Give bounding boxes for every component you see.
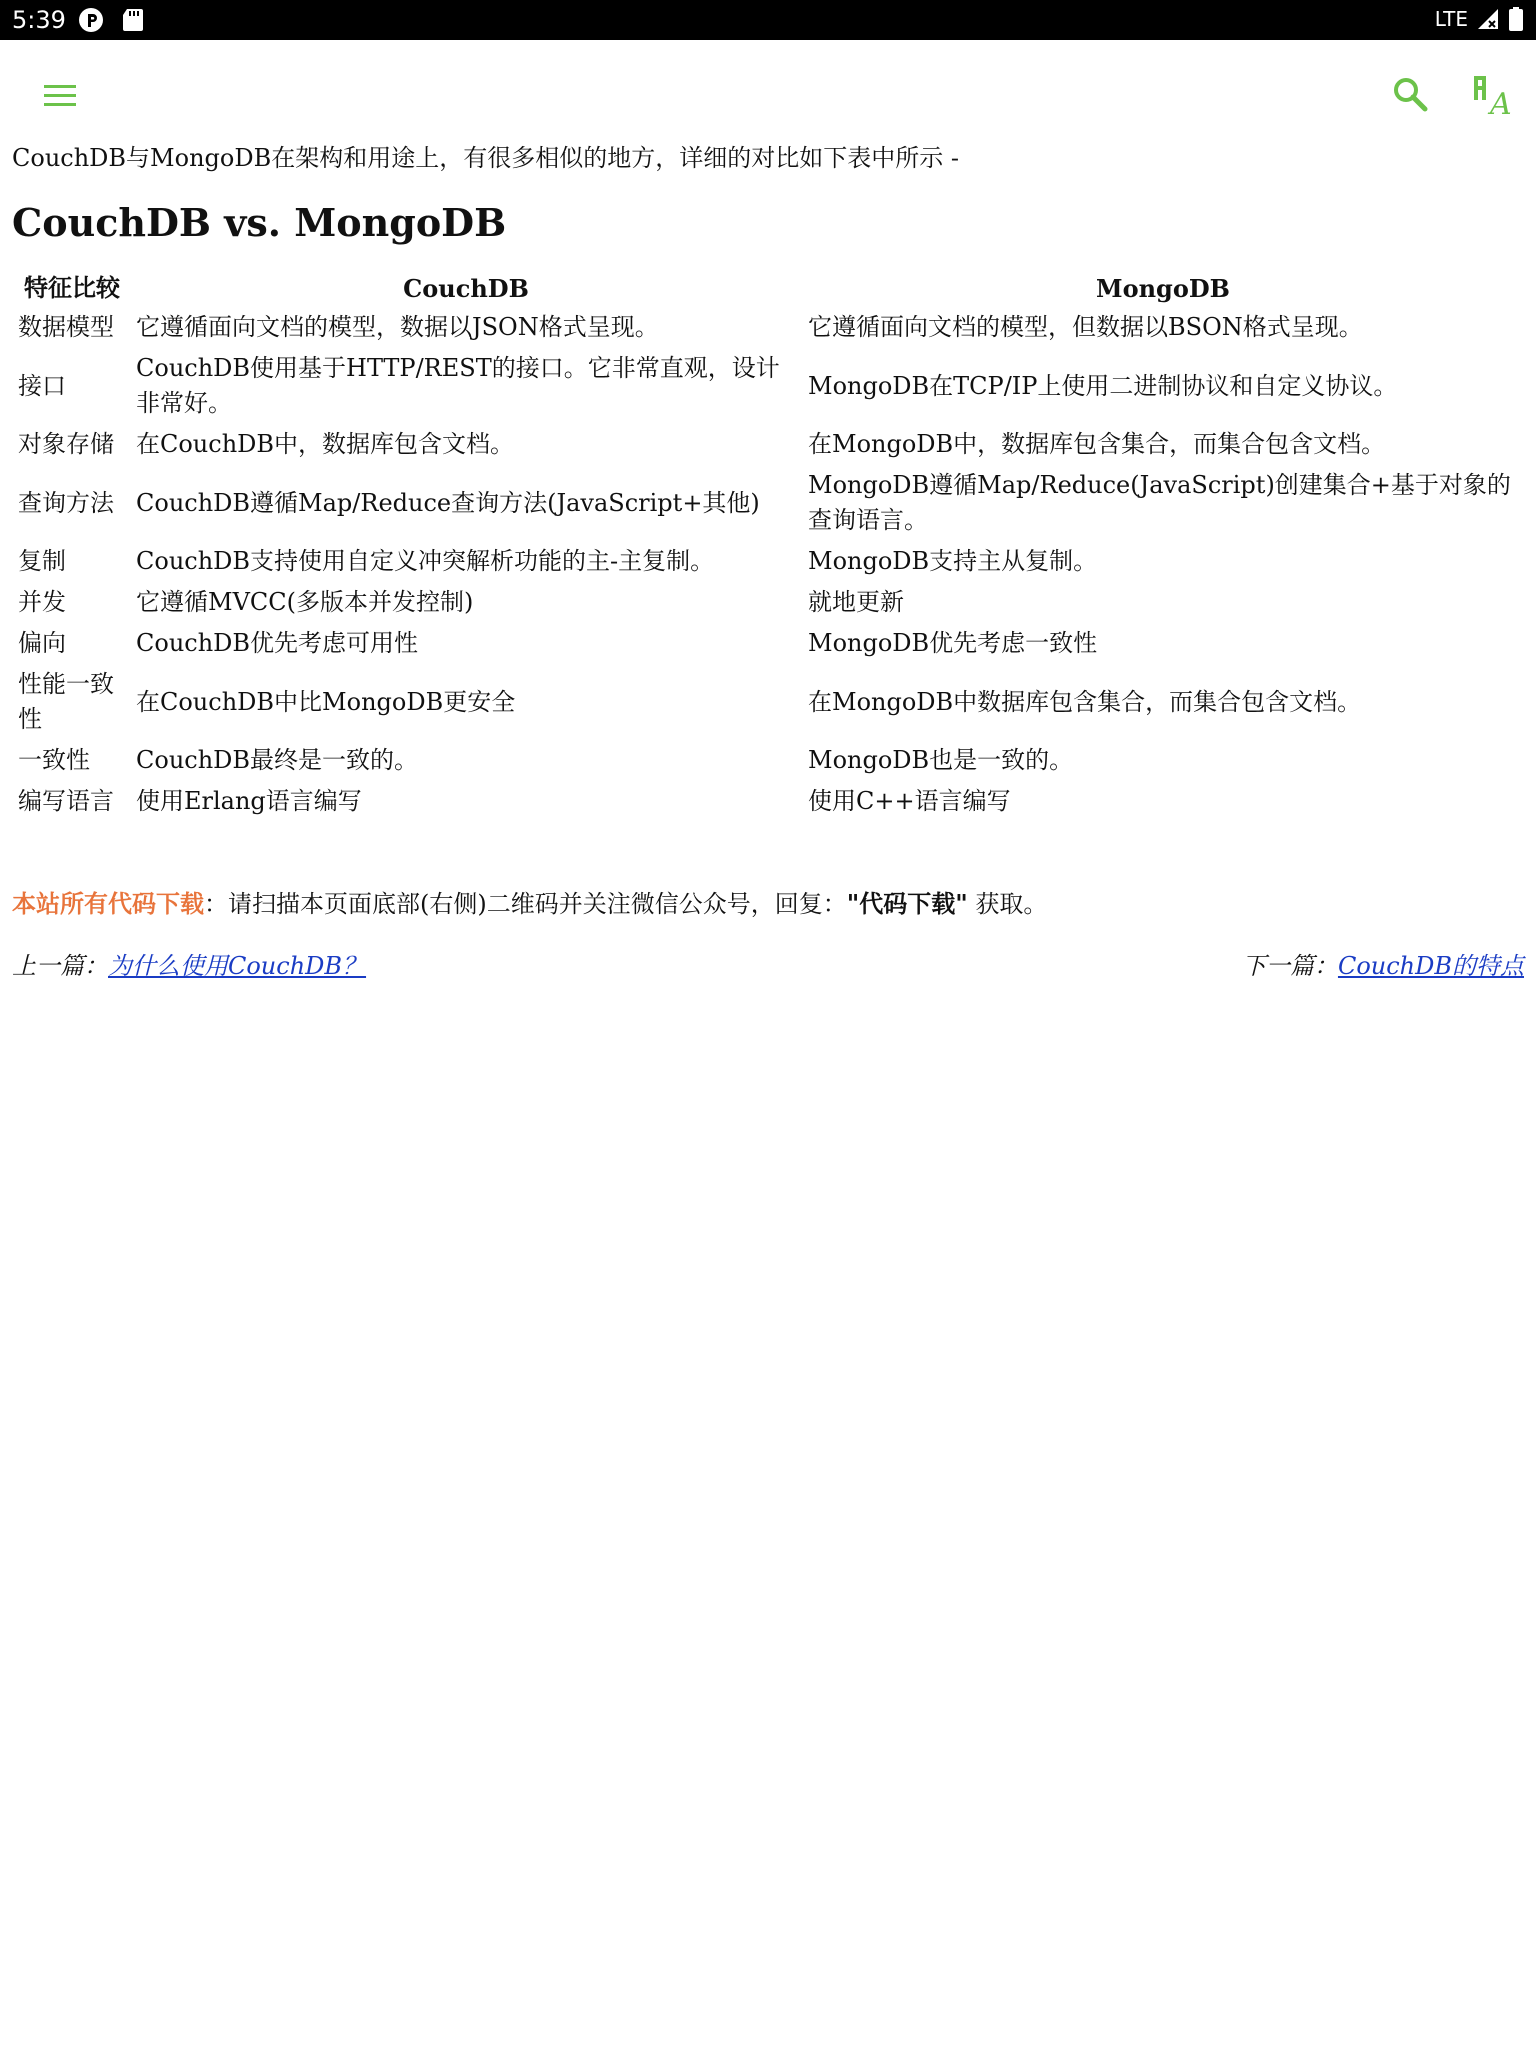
status-time: 5:39 [12,6,66,34]
next-article [1242,946,1524,986]
table-row [12,348,1524,424]
download-colon: ： [204,890,228,918]
next-label: 下一篇： [1241,952,1338,980]
table-row [12,664,1524,740]
mongodb-cell: 在MongoDB中，数据库包含集合，而集合包含文档。 [808,430,1386,458]
header-mongodb: MongoDB [1096,274,1230,303]
header-feature: 特征比较 [24,273,120,302]
app-toolbar [0,40,1536,150]
status-bar [0,0,1536,40]
download-notice [12,884,1524,924]
mongodb-cell: 它遵循面向文档的模型，但数据以BSON格式呈现。 [808,313,1363,341]
svg-text:A: A [1490,87,1512,120]
feature-cell: 性能一致性 [18,670,114,733]
couchdb-cell: CouchDB最终是一致的。 [136,746,419,774]
couchdb-cell: 在CouchDB中，数据库包含文档。 [136,430,515,458]
couchdb-cell: CouchDB使用基于HTTP/REST的接口。它非常直观，设计非常好。 [136,354,780,417]
circle-p-icon [78,7,104,33]
couchdb-cell: 它遵循面向文档的模型，数据以JSON格式呈现。 [136,313,659,341]
mongodb-cell: 在MongoDB中数据库包含集合，而集合包含文档。 [808,687,1362,716]
mongodb-cell: 使用C++语言编写 [808,787,1011,815]
feature-cell: 数据模型 [18,313,114,341]
feature-cell: 偏向 [18,629,66,657]
feature-cell: 并发 [18,588,66,616]
mongodb-cell: MongoDB在TCP/IP上使用二进制协议和自定义协议。 [808,371,1398,400]
table-row [12,307,1524,348]
signal-icon [1476,7,1500,31]
mongodb-cell: MongoDB遵循Map/Reduce(JavaScript)创建集合+基于对象的查询语言。 [808,471,1511,534]
table-row [12,623,1524,664]
mongodb-cell: 就地更新 [808,588,904,616]
couchdb-cell: 在CouchDB中比MongoDB更安全 [136,687,516,716]
download-suffix: 获取。 [967,890,1048,918]
table-row [12,781,1524,822]
mongodb-cell: MongoDB支持主从复制。 [808,547,1098,575]
couchdb-cell: CouchDB优先考虑可用性 [136,629,419,657]
intro-text: CouchDB与MongoDB在架构和用途上，有很多相似的地方，详细的对比如下表中所示 - [12,144,959,172]
couchdb-cell: 使用Erlang语言编写 [136,787,362,815]
menu-icon[interactable] [40,76,80,116]
search-icon[interactable] [1390,74,1430,114]
prev-article [12,946,366,986]
table-row [12,740,1524,781]
feature-cell: 对象存储 [18,430,114,458]
font-size-icon[interactable] [1468,70,1518,120]
feature-cell: 查询方法 [18,488,114,517]
table-row [12,582,1524,623]
table-row [12,541,1524,582]
couchdb-cell: CouchDB支持使用自定义冲突解析功能的主-主复制。 [136,547,715,575]
table-header-row [12,264,1524,307]
mongodb-cell: MongoDB优先考虑一致性 [808,629,1098,657]
table-row [12,465,1524,541]
next-article-link[interactable]: CouchDB的特点 [1337,952,1524,980]
article-nav [12,946,1524,986]
table-row [12,424,1524,465]
download-label: 本站所有代码下载 [12,889,204,918]
sd-card-icon [120,7,146,33]
feature-cell: 一致性 [18,746,90,774]
mongodb-cell: MongoDB也是一致的。 [808,746,1074,774]
couchdb-cell: 它遵循MVCC(多版本并发控制) [136,588,474,616]
header-couchdb: CouchDB [403,274,529,303]
battery-icon [1508,6,1524,32]
prev-label: 上一篇： [12,952,108,980]
prev-article-link[interactable]: 为什么使用CouchDB？ [108,952,367,980]
comparison-table [12,264,1524,822]
download-keyword: "代码下载" [846,889,968,918]
download-text: 请扫描本页面底部(右侧)二维码并关注微信公众号，回复： [228,890,847,918]
network-label: LTE [1434,7,1468,31]
couchdb-cell: CouchDB遵循Map/Reduce查询方法(JavaScript+其他) [136,488,760,517]
feature-cell: 复制 [18,547,66,575]
status-right-group [1435,6,1524,32]
feature-cell: 编写语言 [18,787,114,815]
article-content [12,138,1524,986]
page-title: CouchDB vs. MongoDB [12,200,507,245]
feature-cell: 接口 [18,371,66,400]
